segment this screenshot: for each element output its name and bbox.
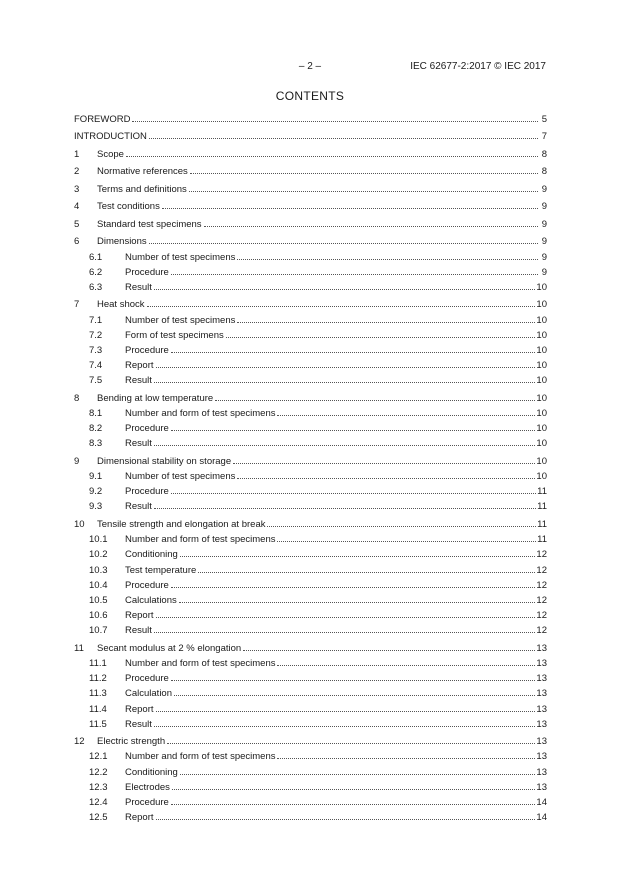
toc-entry[interactable] <box>74 296 547 311</box>
toc-entry-number: 12.5 <box>89 812 108 824</box>
toc-entry-title: Result <box>125 501 152 513</box>
toc-entry[interactable] <box>74 264 547 279</box>
toc-entry[interactable] <box>74 483 547 498</box>
toc-entry[interactable] <box>74 546 547 561</box>
toc-entry[interactable] <box>74 622 547 637</box>
toc-entry-number: 6.3 <box>89 281 103 293</box>
table-of-contents <box>74 111 547 824</box>
toc-entry[interactable] <box>74 435 547 450</box>
dot-leader <box>171 264 538 275</box>
toc-entry-page: 10 <box>536 360 547 372</box>
toc-entry-number: 12.4 <box>89 796 108 808</box>
toc-entry[interactable] <box>74 453 547 468</box>
dot-leader <box>215 390 535 401</box>
toc-entry[interactable] <box>74 516 547 531</box>
toc-entry[interactable] <box>74 498 547 513</box>
toc-entry-page: 9 <box>541 201 547 213</box>
dot-leader <box>154 498 536 509</box>
toc-entry-title: Result <box>125 438 152 450</box>
toc-entry-number: 11.4 <box>89 703 107 715</box>
toc-entry-page: 11 <box>537 501 547 513</box>
toc-entry-title: Number of test specimens <box>125 251 236 263</box>
dot-leader <box>171 483 536 494</box>
toc-entry-number: 7.2 <box>89 329 103 341</box>
toc-entry[interactable] <box>74 372 547 387</box>
dot-leader <box>204 216 538 227</box>
dot-leader <box>171 577 536 588</box>
toc-entry-number: 8.1 <box>89 408 103 420</box>
dot-leader <box>277 405 535 416</box>
toc-entry-page: 9 <box>541 183 547 195</box>
toc-entry-title: Report <box>125 610 154 622</box>
toc-entry-title: Heat shock <box>97 299 145 311</box>
toc-entry[interactable] <box>74 233 547 248</box>
toc-entry-number: 7 <box>74 299 80 311</box>
toc-entry-page: 14 <box>536 796 547 808</box>
toc-entry-title: Result <box>125 375 152 387</box>
dot-leader <box>180 546 536 557</box>
toc-entry-page: 10 <box>536 345 547 356</box>
toc-entry-number: 7.5 <box>89 375 103 387</box>
toc-entry-number: 2 <box>74 166 80 178</box>
toc-entry-title: Procedure <box>125 673 169 685</box>
toc-entry-number: 7.4 <box>89 360 103 372</box>
toc-entry-title: Dimensions <box>97 236 147 248</box>
dot-leader <box>171 342 536 353</box>
dot-leader <box>167 733 535 744</box>
toc-entry-number: 11.5 <box>89 718 107 730</box>
toc-entry-number: 12.3 <box>89 781 108 793</box>
toc-entry-page: 13 <box>536 766 547 778</box>
dot-leader <box>156 701 536 712</box>
toc-entry[interactable] <box>74 198 547 213</box>
toc-entry-number: 3 <box>74 183 80 195</box>
toc-entry[interactable] <box>74 357 547 372</box>
toc-entry[interactable] <box>74 670 547 685</box>
toc-entry-title: Form of test specimens <box>125 329 224 341</box>
dot-leader <box>147 296 536 307</box>
toc-entry-page: 10 <box>536 408 547 420</box>
toc-entry-title: Conditioning <box>125 549 178 561</box>
dot-leader <box>149 128 538 139</box>
toc-entry-title: Tensile strength and elongation at break <box>97 518 266 530</box>
dot-leader <box>154 622 535 633</box>
toc-entry-title: Report <box>125 812 154 824</box>
toc-entry[interactable] <box>74 342 547 357</box>
toc-entry[interactable] <box>74 640 547 655</box>
dot-leader <box>237 249 538 260</box>
dot-leader <box>162 198 538 209</box>
toc-entry-number: 10.3 <box>89 564 108 576</box>
toc-entry-title: Secant modulus at 2 % elongation <box>97 642 242 654</box>
toc-entry[interactable] <box>74 216 547 231</box>
toc-entry-number: 6.1 <box>89 251 103 263</box>
toc-entry[interactable] <box>74 420 547 435</box>
toc-entry-title: Procedure <box>125 486 169 498</box>
toc-entry-page: 12 <box>536 594 547 606</box>
dot-leader <box>171 794 536 805</box>
dot-leader <box>267 516 536 527</box>
dot-leader <box>156 809 536 820</box>
toc-entry-number: 8.3 <box>89 438 103 450</box>
toc-entry-title: FOREWORD <box>74 114 131 125</box>
toc-entry-title: Standard test specimens <box>97 218 202 230</box>
toc-entry[interactable] <box>74 163 547 178</box>
toc-entry[interactable] <box>74 111 547 126</box>
toc-entry-title: Number of test specimens <box>125 314 236 326</box>
toc-entry-number: 4 <box>74 201 80 213</box>
toc-entry[interactable] <box>74 592 547 607</box>
toc-entry[interactable] <box>74 279 547 294</box>
toc-entry-number: 6.2 <box>89 266 103 278</box>
toc-entry-title: Procedure <box>125 796 169 808</box>
toc-entry-number: 9.2 <box>89 486 103 498</box>
toc-entry-title: Number and form of test specimens <box>125 657 276 669</box>
toc-entry-page: 11 <box>537 534 547 546</box>
toc-entry[interactable] <box>74 716 547 731</box>
toc-entry-page: 13 <box>536 736 547 748</box>
dot-leader <box>277 531 536 542</box>
toc-entry-number: 9.1 <box>89 471 103 483</box>
dot-leader <box>132 111 538 122</box>
toc-entry-title: Procedure <box>125 345 169 356</box>
toc-entry-page: 12 <box>536 625 547 637</box>
dot-leader <box>154 372 535 383</box>
toc-entry-page: 13 <box>536 703 547 715</box>
toc-entry-number: 10.6 <box>89 610 108 622</box>
toc-entry-number: 7.1 <box>89 314 103 326</box>
dot-leader <box>154 716 535 727</box>
toc-entry-number: 6 <box>74 236 80 248</box>
toc-entry-number: 10.5 <box>89 594 108 606</box>
toc-entry-page: 11 <box>537 486 547 498</box>
toc-entry-title: Report <box>125 360 154 372</box>
toc-entry-page: 10 <box>536 375 547 387</box>
toc-entry-page: 9 <box>541 251 547 263</box>
dot-leader <box>179 592 536 603</box>
toc-entry-number: 8 <box>74 392 80 404</box>
toc-entry-page: 13 <box>536 718 547 730</box>
dot-leader <box>174 685 535 696</box>
toc-entry[interactable] <box>74 685 547 700</box>
toc-entry[interactable] <box>74 764 547 779</box>
toc-entry[interactable] <box>74 733 547 748</box>
toc-entry-title: Test conditions <box>97 201 160 213</box>
toc-entry-title: Scope <box>97 148 124 160</box>
toc-entry[interactable] <box>74 809 547 824</box>
toc-entry-page: 10 <box>536 314 547 326</box>
toc-entry[interactable] <box>74 146 547 161</box>
toc-entry-page: 10 <box>536 438 547 450</box>
toc-entry-number: 9.3 <box>89 501 103 513</box>
toc-entry-page: 8 <box>541 148 547 160</box>
page-number: – 2 – <box>298 61 322 72</box>
toc-entry-title: Result <box>125 625 152 637</box>
dot-leader <box>171 420 536 431</box>
dot-leader <box>156 357 536 368</box>
toc-entry-page: 9 <box>541 218 547 230</box>
toc-entry-page: 10 <box>536 471 547 483</box>
contents-title: CONTENTS <box>275 89 345 103</box>
toc-entry-page: 7 <box>541 131 547 143</box>
toc-entry-title: Dimensional stability on storage <box>97 455 232 467</box>
toc-entry-page: 10 <box>536 281 547 293</box>
toc-entry-title: Number and form of test specimens <box>125 408 276 420</box>
dot-leader <box>198 562 535 573</box>
dot-leader <box>154 279 535 290</box>
toc-entry-page: 14 <box>536 812 547 824</box>
toc-entry-page: 13 <box>536 688 547 700</box>
toc-entry-page: 10 <box>536 299 547 311</box>
toc-entry-page: 10 <box>536 329 547 341</box>
toc-entry-title: Calculations <box>125 594 177 606</box>
toc-entry[interactable] <box>74 562 547 577</box>
toc-entry[interactable] <box>74 577 547 592</box>
dot-leader <box>172 779 536 790</box>
toc-entry-page: 12 <box>536 610 547 622</box>
toc-entry-title: Number of test specimens <box>125 471 236 483</box>
toc-entry-title: Number and form of test specimens <box>125 751 276 763</box>
toc-entry[interactable] <box>74 794 547 809</box>
toc-entry-title: Procedure <box>125 579 169 591</box>
toc-entry[interactable] <box>74 607 547 622</box>
toc-entry-page: 13 <box>536 781 547 793</box>
toc-entry[interactable] <box>74 249 547 264</box>
toc-entry-page: 9 <box>541 236 547 248</box>
toc-entry-page: 13 <box>536 657 547 669</box>
dot-leader <box>233 453 535 464</box>
toc-entry-page: 13 <box>536 751 547 763</box>
toc-entry-title: Conditioning <box>125 766 178 778</box>
dot-leader <box>237 312 535 323</box>
dot-leader <box>226 327 536 338</box>
toc-entry-title: Electrodes <box>125 781 170 793</box>
toc-entry-number: 7.3 <box>89 345 103 356</box>
dot-leader <box>277 748 535 759</box>
toc-entry[interactable] <box>74 327 547 342</box>
toc-entry-title: Result <box>125 718 152 730</box>
toc-entry-number: 10.1 <box>89 534 108 546</box>
toc-entry-title: Result <box>125 281 152 293</box>
toc-entry-title: Bending at low temperature <box>97 392 214 404</box>
toc-entry-title: Test temperature <box>125 564 197 576</box>
toc-entry-page: 5 <box>541 114 547 125</box>
toc-entry-number: 1 <box>74 148 80 160</box>
toc-entry-page: 12 <box>536 579 547 591</box>
toc-entry[interactable] <box>74 390 547 405</box>
dot-leader <box>190 163 538 174</box>
toc-entry[interactable] <box>74 655 547 670</box>
dot-leader <box>149 233 538 244</box>
toc-entry[interactable] <box>74 405 547 420</box>
toc-entry-page: 10 <box>536 455 547 467</box>
toc-entry[interactable] <box>74 531 547 546</box>
toc-entry-title: Terms and definitions <box>97 183 187 195</box>
toc-entry-number: 10.2 <box>89 549 108 561</box>
toc-entry-title: Number and form of test specimens <box>125 534 276 546</box>
dot-leader <box>154 435 535 446</box>
toc-entry-title: Calculation <box>125 688 172 700</box>
toc-entry[interactable] <box>74 468 547 483</box>
toc-entry-page: 10 <box>536 423 547 435</box>
toc-entry-number: 10 <box>74 518 85 530</box>
toc-entry-title: Procedure <box>125 266 169 278</box>
toc-entry[interactable] <box>74 701 547 716</box>
toc-entry-page: 8 <box>541 166 547 178</box>
dot-leader <box>171 670 536 681</box>
toc-entry-number: 10.4 <box>89 579 108 591</box>
toc-entry-title: Normative references <box>97 166 188 178</box>
document-reference: IEC 62677-2:2017 © IEC 2017 <box>410 61 546 72</box>
dot-leader <box>277 655 535 666</box>
toc-entry-number: 11.2 <box>89 673 107 685</box>
toc-entry-number: 11.1 <box>89 657 107 669</box>
dot-leader <box>237 468 535 479</box>
toc-entry[interactable] <box>74 128 547 143</box>
toc-entry-page: 9 <box>541 266 547 278</box>
toc-entry-title: INTRODUCTION <box>74 131 147 143</box>
dot-leader <box>126 146 538 157</box>
dot-leader <box>189 181 538 192</box>
toc-entry[interactable] <box>74 181 547 196</box>
toc-entry-number: 5 <box>74 218 80 230</box>
toc-entry[interactable] <box>74 779 547 794</box>
toc-entry-number: 10.7 <box>89 625 108 637</box>
toc-entry-title: Electric strength <box>97 736 166 748</box>
dot-leader <box>180 764 536 775</box>
dot-leader <box>156 607 536 618</box>
toc-entry-number: 11 <box>74 642 84 654</box>
toc-entry-page: 12 <box>536 564 547 576</box>
dot-leader <box>243 640 535 651</box>
toc-entry-number: 11.3 <box>89 688 107 700</box>
page-header <box>0 60 620 74</box>
toc-entry-page: 10 <box>536 392 547 404</box>
toc-entry-number: 8.2 <box>89 423 103 435</box>
toc-entry[interactable] <box>74 312 547 327</box>
toc-entry-title: Report <box>125 703 154 715</box>
toc-entry-number: 9 <box>74 455 80 467</box>
toc-entry-number: 12.2 <box>89 766 108 778</box>
toc-entry-title: Procedure <box>125 423 169 435</box>
toc-entry-page: 12 <box>536 549 547 561</box>
toc-entry-page: 13 <box>536 642 547 654</box>
toc-entry-page: 11 <box>537 518 547 530</box>
toc-entry-page: 13 <box>536 673 547 685</box>
toc-entry[interactable] <box>74 748 547 763</box>
toc-entry-number: 12 <box>74 736 85 748</box>
toc-entry-number: 12.1 <box>89 751 108 763</box>
